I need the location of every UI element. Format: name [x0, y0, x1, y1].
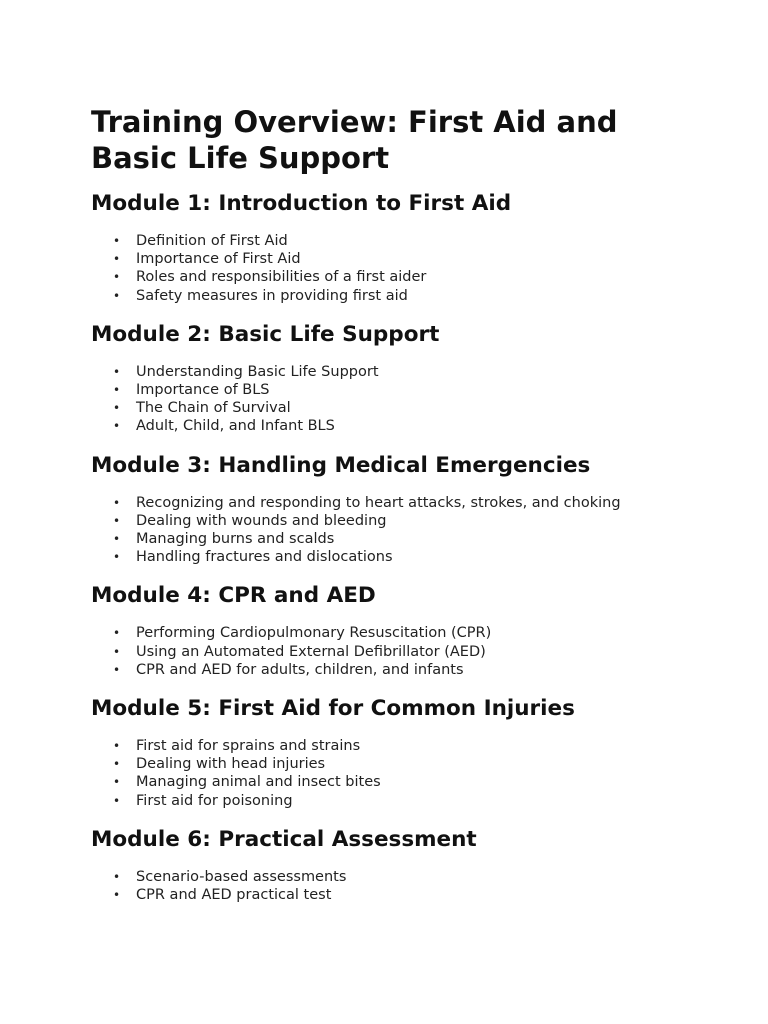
list-item — [113, 755, 708, 773]
page-title: Training Overview: First Aid and Basic Life Support — [91, 105, 618, 175]
list-item-text: Understanding Basic Life Support — [136, 363, 379, 380]
bullet-icon: • — [113, 401, 121, 416]
list-item-text: First aid for sprains and strains — [136, 738, 361, 755]
list-item-text: First aid for poisoning — [136, 792, 293, 809]
bullet-icon: • — [113, 383, 121, 398]
bullet-icon: • — [113, 626, 121, 641]
bullet-icon: • — [113, 739, 121, 754]
list-item — [113, 624, 708, 642]
list-item-text: CPR and AED practical test — [136, 887, 332, 904]
list-item — [113, 268, 708, 286]
module-heading: Module 5: First Aid for Common Injuries — [91, 696, 575, 722]
module-heading: Module 3: Handling Medical Emergencies — [91, 452, 591, 478]
bullet-icon: • — [113, 270, 121, 285]
list-item-text: Importance of First Aid — [136, 251, 301, 268]
list-item-text: Definition of First Aid — [136, 233, 288, 249]
module-section — [91, 452, 708, 567]
module-heading: Module 2: Basic Life Support — [91, 321, 440, 347]
list-item — [113, 250, 708, 268]
module-topic-list — [91, 868, 708, 904]
list-item — [113, 773, 708, 791]
list-item — [113, 512, 708, 530]
bullet-icon: • — [113, 495, 121, 510]
list-item-text: Handling fractures and dislocations — [136, 549, 393, 566]
list-item-text: Performing Cardiopulmonary Resuscitation (CPR) — [136, 625, 492, 642]
list-item — [113, 792, 708, 810]
module-topic-list — [91, 494, 708, 567]
list-item-text: Roles and responsibilities of a first aider — [136, 269, 427, 286]
bullet-icon: • — [113, 869, 121, 884]
module-topic-list — [91, 737, 708, 810]
bullet-icon: • — [113, 419, 121, 434]
list-item — [113, 661, 708, 679]
module-section — [91, 826, 708, 904]
module-section — [91, 321, 708, 436]
module-heading: Module 1: Introduction to First Aid — [91, 191, 512, 216]
module-heading: Module 4: CPR and AED — [91, 583, 376, 609]
list-item — [113, 868, 708, 886]
list-item — [113, 381, 708, 399]
bullet-icon: • — [113, 364, 121, 379]
list-item-text: CPR and AED for adults, children, and infants — [136, 661, 464, 678]
module-section — [91, 582, 708, 679]
modules-container — [91, 190, 708, 904]
bullet-icon: • — [113, 793, 121, 808]
list-item — [113, 417, 708, 435]
module-heading: Module 6: Practical Assessment — [91, 826, 477, 852]
module-section — [91, 190, 708, 305]
bullet-icon: • — [113, 234, 121, 248]
list-item-text: Managing burns and scalds — [136, 531, 335, 548]
list-item-text: Importance of BLS — [136, 382, 270, 399]
module-topic-list — [91, 624, 708, 679]
list-item-text: Safety measures in providing first aid — [136, 287, 408, 304]
list-item — [113, 530, 708, 548]
list-item — [113, 643, 708, 661]
bullet-icon: • — [113, 757, 121, 772]
module-topic-list — [91, 363, 708, 436]
module-topic-list — [91, 232, 708, 305]
list-item-text: The Chain of Survival — [136, 400, 291, 417]
list-item — [113, 548, 708, 566]
list-item — [113, 737, 708, 755]
bullet-icon: • — [113, 252, 121, 267]
bullet-icon: • — [113, 550, 121, 565]
bullet-icon: • — [113, 644, 121, 659]
list-item-text: Managing animal and insect bites — [136, 774, 381, 791]
list-item — [113, 232, 708, 250]
bullet-icon: • — [113, 662, 121, 677]
list-item — [113, 886, 708, 904]
bullet-icon: • — [113, 532, 121, 547]
list-item — [113, 363, 708, 381]
list-item-text: Recognizing and responding to heart attacks, strokes, and choking — [136, 494, 621, 511]
list-item — [113, 287, 708, 305]
list-item — [113, 399, 708, 417]
bullet-icon: • — [113, 513, 121, 528]
list-item — [113, 494, 708, 512]
list-item-text: Using an Automated External Defibrillator (AED) — [136, 643, 486, 660]
bullet-icon: • — [113, 888, 121, 903]
list-item-text: Scenario-based assessments — [136, 868, 347, 885]
module-section — [91, 695, 708, 810]
bullet-icon: • — [113, 288, 121, 303]
list-item-text: Dealing with wounds and bleeding — [136, 512, 387, 529]
bullet-icon: • — [113, 775, 121, 790]
list-item-text: Dealing with head injuries — [136, 756, 326, 773]
list-item-text: Adult, Child, and Infant BLS — [136, 418, 335, 435]
